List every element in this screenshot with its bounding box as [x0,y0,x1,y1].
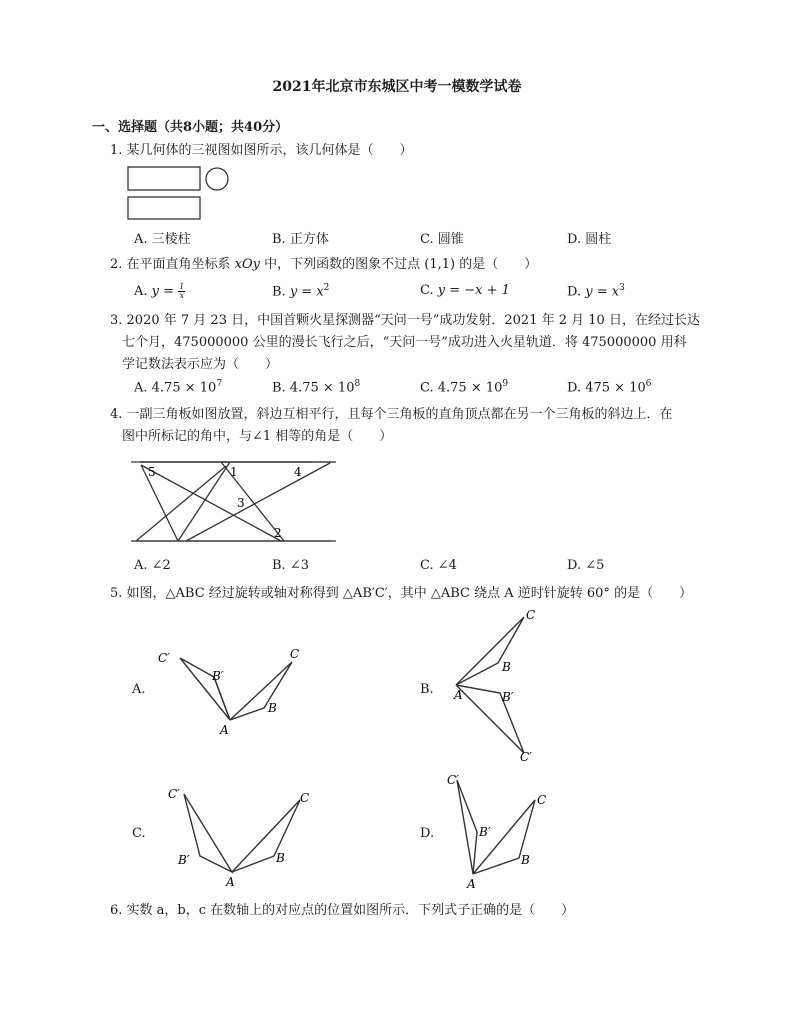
q4-option-a: A. ∠2 [134,558,171,573]
svg-text:C′: C′ [447,773,459,787]
question-3-line-2: 七个月，475000000 公里的漫长飞行之后，“天问一号”成功进入火星轨道．将 475000000 用科 [122,335,687,350]
question-5-stem: 5. 如图，△ABC 经过旋转或轴对称得到 △AB′C′，其中 △ABC 绕点 A 逆时针旋转 60° 的是（ ） [110,586,693,601]
svg-text:B′: B′ [502,690,514,704]
question-3-line-3: 学记数法表示应为（ ） [122,357,279,372]
q2-option-c: C. y = −x + 1 [420,283,510,298]
angle-label-4: 4 [294,465,302,479]
q3-option-c: C. $4.75 \times 10^9$ [420,379,509,396]
question-3-line-1: 3. 2020 年 7 月 23 日，中国首颗火星探测器“天问一号”成功发射．2021 年 2 月 10 日，在经过长达 [110,313,700,328]
q5-figure-d [445,770,560,895]
svg-text:B′: B′ [479,825,491,839]
question-2-stem [110,254,537,276]
svg-text:C′: C′ [520,750,532,764]
q4-option-b: B. ∠3 [272,558,309,573]
q2-option-b: B. $y = x^2$ [272,283,330,300]
question-4-line-2: 图中所标记的角中，与∠1 相等的角是（ ） [122,429,393,444]
angle-label-2: 2 [274,526,282,540]
svg-text:B: B [268,701,277,715]
q3-option-b: B. $4.75 \times 10^8$ [272,379,361,396]
svg-text:C: C [537,793,547,807]
svg-text:B: B [521,853,530,867]
q3-option-a: A. $4.75 \times 10^7$ [134,379,223,396]
top-view-rect [128,197,200,219]
q1-option-d: D. 圆柱 [567,232,612,247]
svg-text:B′: B′ [178,853,190,867]
svg-text:C′: C′ [158,651,170,665]
q1-option-c: C. 圆锥 [420,232,464,247]
svg-text:B: B [502,660,511,674]
q4-option-d: D. ∠5 [567,558,605,573]
svg-text:C: C [526,608,536,622]
triangle-plates-figure [126,457,336,551]
svg-text:A: A [467,877,476,891]
q1-option-b: B. 正方体 [272,232,329,247]
paper-title: 2021年北京市东城区中考一模数学试卷 [272,79,522,95]
q5-figure-c [160,780,330,890]
q4-option-c: C. ∠4 [420,558,457,573]
side-view-circle [206,168,228,190]
question-6-stem: 6. 实数 a，b，c 在数轴上的对应点的位置如图所示．下列式子正确的是（ ） [110,903,575,918]
q3-option-d: D. $475 \times 10^6$ [567,379,652,396]
q2-option-a: A. y = $\frac{1}{x}$ [134,282,185,300]
svg-text:B′: B′ [212,669,224,683]
svg-text:B: B [276,851,285,865]
q2-option-a-fraction: $\frac{1}{x}$ [179,282,185,300]
svg-text:A: A [454,688,463,702]
section-heading: 一、选择题（共8小题；共40分） [92,120,289,135]
q2-stem-prefix: 2. 在平面直角坐标系 [110,257,235,272]
q5-option-d-label: D. [420,826,435,841]
front-view-rect [128,167,200,190]
question-4-line-1: 4. 一副三角板如图放置，斜边互相平行，且每个三角板的直角顶点都在另一个三角板的斜边上．在 [110,407,673,422]
svg-text:A: A [220,723,229,737]
angle-label-5: 5 [148,465,156,479]
q5-option-b-label: B. [420,682,434,697]
q5-figure-a [150,630,330,740]
q2-option-d: D. $y = x^3$ [567,283,625,300]
svg-text:C: C [290,647,300,661]
svg-text:A: A [226,875,235,889]
q5-option-c-label: C. [132,826,146,841]
q2-stem-var: xOy [234,257,261,272]
three-view-figure [126,164,230,222]
q1-option-a: A. 三棱柱 [134,232,191,247]
svg-text:C′: C′ [168,787,180,801]
angle-label-3: 3 [237,496,245,510]
q5-figure-b [440,605,560,770]
question-1-stem: 1. 某几何体的三视图如图所示，该几何体是（ ） [110,143,413,158]
q2-stem-mid: 中，下列函数的图象不过点 (1,1) 的是（ ） [260,257,538,272]
angle-label-1: 1 [230,465,238,479]
svg-text:C: C [300,791,310,805]
q5-option-a-label: A. [132,682,146,697]
